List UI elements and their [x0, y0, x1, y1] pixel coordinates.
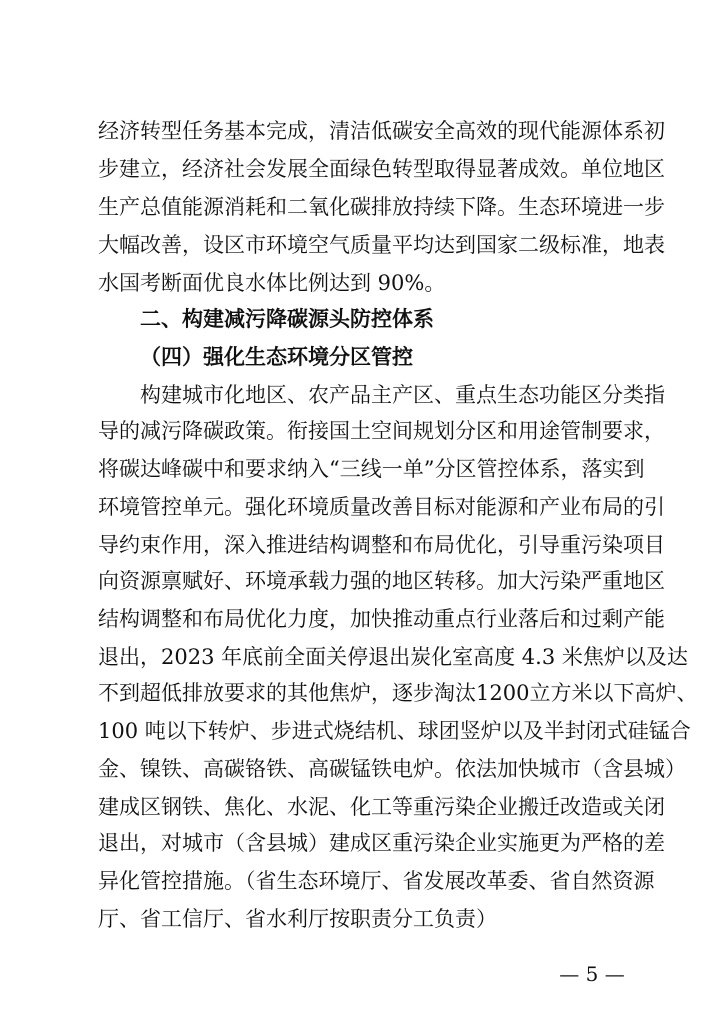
paragraph-line: 结构调整和布局优化力度，加快推动重点行业落后和过剩产能: [98, 607, 665, 631]
paragraph-line: 水国考断面优良水体比例达到 90%。: [98, 271, 446, 295]
paragraph-line: 100 吨以下转炉、步进式烧结机、球团竖炉以及半封闭式硅锰合: [98, 719, 691, 743]
subsection-heading: （四）强化生态环境分区管控: [140, 344, 413, 369]
paragraph-line: 环境管控单元。强化环境质量改善目标对能源和产业布局的引: [98, 495, 665, 519]
paragraph-line: 步建立，经济社会发展全面绿色转型取得显著成效。单位地区: [98, 157, 665, 181]
page-number: — 5 —: [559, 962, 625, 986]
paragraph-line: 金、镍铁、高碳铬铁、高碳锰铁电炉。依法加快城市（含县城）: [98, 757, 686, 781]
paragraph-line: 大幅改善，设区市环境空气质量平均达到国家二级标准，地表: [98, 233, 665, 257]
paragraph-line: 不到超低排放要求的其他焦炉，逐步淘汰1200立方米以下高炉、: [98, 681, 698, 705]
paragraph-line: 建成区钢铁、焦化、水泥、化工等重污染企业搬迁改造或关闭: [98, 795, 665, 819]
paragraph-line: 经济转型任务基本完成，清洁低碳安全高效的现代能源体系初: [98, 119, 665, 143]
paragraph-line: 厅、省工信厅、省水利厅按职责分工负责）: [98, 907, 497, 931]
paragraph-line: 异化管控措施。（省生态环境厅、省发展改革委、省自然资源: [98, 869, 655, 893]
paragraph-line: 构建城市化地区、农产品主产区、重点生态功能区分类指: [140, 383, 665, 407]
paragraph-line: 将碳达峰碳中和要求纳入“三线一单”分区管控体系，落实到: [98, 457, 645, 481]
paragraph-line: 生产总值能源消耗和二氧化碳排放持续下降。生态环境进一步: [98, 195, 665, 219]
paragraph-line: 向资源禀赋好、环境承载力强的地区转移。加大污染严重地区: [98, 569, 665, 593]
paragraph-line: 退出，对城市（含县城）建成区重污染企业实施更为严格的差: [98, 831, 665, 855]
paragraph-line: 导约束作用，深入推进结构调整和布局优化，引导重污染项目: [98, 533, 665, 557]
section-heading: 二、构建减污降碳源头防控体系: [140, 307, 434, 331]
paragraph-line: 导的减污降碳政策。衔接国土空间规划分区和用途管制要求，: [98, 419, 665, 443]
paragraph-line: 退出，2023 年底前全面关停退出炭化室高度 4.3 米焦炉以及达: [98, 645, 688, 669]
